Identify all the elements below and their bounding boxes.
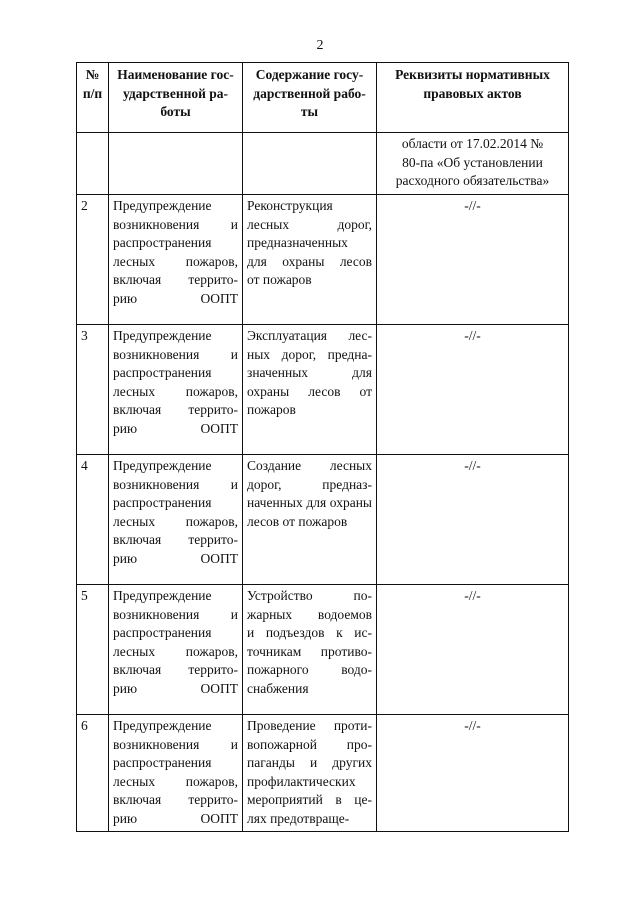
cell-work-name [109,585,243,715]
cell-requisites: -//- [377,715,569,832]
text-line: ударственной ра- [122,85,229,101]
text-line: возникновения и [113,476,238,492]
text-line: предназначенных [247,235,348,250]
text-line: Наименование гос- [117,67,234,82]
text-line: охраны лесов от [247,383,372,399]
text-line: возникновения и [113,346,238,362]
text-line: включая террито- [113,532,238,547]
cell-requisites: -//- [377,585,569,715]
text-line: возникновения и [113,736,238,752]
cell-requisites: -//- [377,195,569,325]
text-line: распространения [113,235,212,250]
table-row [77,325,569,455]
text-line: Устройство по- [247,588,372,603]
text-line: жарных водоемов [247,606,372,622]
table-row [77,585,569,715]
text-line: точникам противо- [247,643,372,659]
header-num [77,63,109,133]
text-line: включая террито- [113,662,238,677]
text-line: пожаров [247,402,296,417]
text-line: Реквизиты нормативных [395,67,550,82]
text-line: боты [160,104,191,119]
text-line: лях предотвраще- [247,810,350,826]
cell-work-content [243,133,377,195]
cell-work-content [243,715,377,832]
text-line: 80-па «Об установлении [402,154,543,170]
text-line: включая террито- [113,792,238,807]
text-line: рию ООПТ [113,420,238,436]
cell-num: 5 [77,585,109,715]
text-line: Предупреждение [113,198,212,213]
text-line: наченных для охраны [247,495,372,510]
text-line: рию ООПТ [113,290,238,306]
cell-work-name [109,195,243,325]
cell-work-name [109,455,243,585]
header-work-name [109,63,243,133]
text-line: распространения [113,495,212,510]
text-line: распространения [113,625,212,640]
text-line: лесных дорог, [247,216,372,232]
text-line: вопожарной про- [247,736,372,752]
cell-work-content [243,585,377,715]
text-line: распространения [113,755,212,770]
table-header-row [77,63,569,133]
cell-requisites: -//- [377,325,569,455]
text-line: включая террито- [113,272,238,287]
text-line: Предупреждение [113,588,212,603]
text-line: лесных пожаров, [113,513,238,529]
cell-num [77,133,109,195]
text-line: п/п [82,85,103,101]
text-line: распространения [113,365,212,380]
text-line: возникновения и [113,216,238,232]
text-line: Предупреждение [113,718,212,733]
cell-work-content [243,325,377,455]
header-requisites [377,63,569,133]
cell-work-name [109,133,243,195]
cell-num: 4 [77,455,109,585]
text-line: пожарного водо- [247,662,372,677]
cell-num: 2 [77,195,109,325]
text-line: рию ООПТ [113,810,238,826]
text-line: паганды и других [247,755,372,770]
text-line: № [85,67,100,82]
cell-work-content [243,195,377,325]
text-line: лесных пожаров, [113,253,238,269]
text-line: ты [300,104,319,119]
text-line: значенных для [247,365,372,380]
text-line: Проведение проти- [247,718,372,733]
text-line: лесных пожаров, [113,643,238,659]
table-row-continuation [77,133,569,195]
cell-requisites: -//- [377,455,569,585]
cell-num: 3 [77,325,109,455]
cell-work-name [109,715,243,832]
text-line: Реконструкция [247,198,333,213]
table-row [77,455,569,585]
text-line: расходного обязательства» [395,173,550,188]
table-row [77,195,569,325]
text-line: дорог, предназ- [247,476,372,492]
text-line: включая террито- [113,402,238,417]
text-line: лесных пожаров, [113,383,238,399]
text-line: для охраны лесов [247,253,372,269]
text-line: области от 17.02.2014 № [401,136,544,151]
text-line: Содержание госу- [255,67,364,82]
page-number: 2 [316,38,324,53]
text-line: Предупреждение [113,458,212,473]
text-line: рию ООПТ [113,550,238,566]
text-line: рию ООПТ [113,680,238,696]
text-line: снабжения [247,680,309,696]
text-line: профилактических [247,773,356,789]
text-line: Создание лесных [247,458,372,473]
cell-num: 6 [77,715,109,832]
text-line: мероприятий в це- [247,792,372,807]
table-row [77,715,569,832]
text-line: дарственной рабо- [253,85,366,101]
cell-work-name [109,325,243,455]
text-line: лесных пожаров, [113,773,238,789]
text-line: ных дорог, предна- [247,346,372,362]
cell-requisites [377,133,569,195]
text-line: лесов от пожаров [247,513,348,529]
header-work-content [243,63,377,133]
text-line: возникновения и [113,606,238,622]
text-line: Эксплуатация лес- [247,328,372,343]
text-line: правовых актов [423,85,522,101]
works-table [76,62,569,832]
cell-work-content [243,455,377,585]
text-line: Предупреждение [113,328,212,343]
text-line: и подъездов к ис- [247,625,372,640]
text-line: от пожаров [247,272,312,287]
